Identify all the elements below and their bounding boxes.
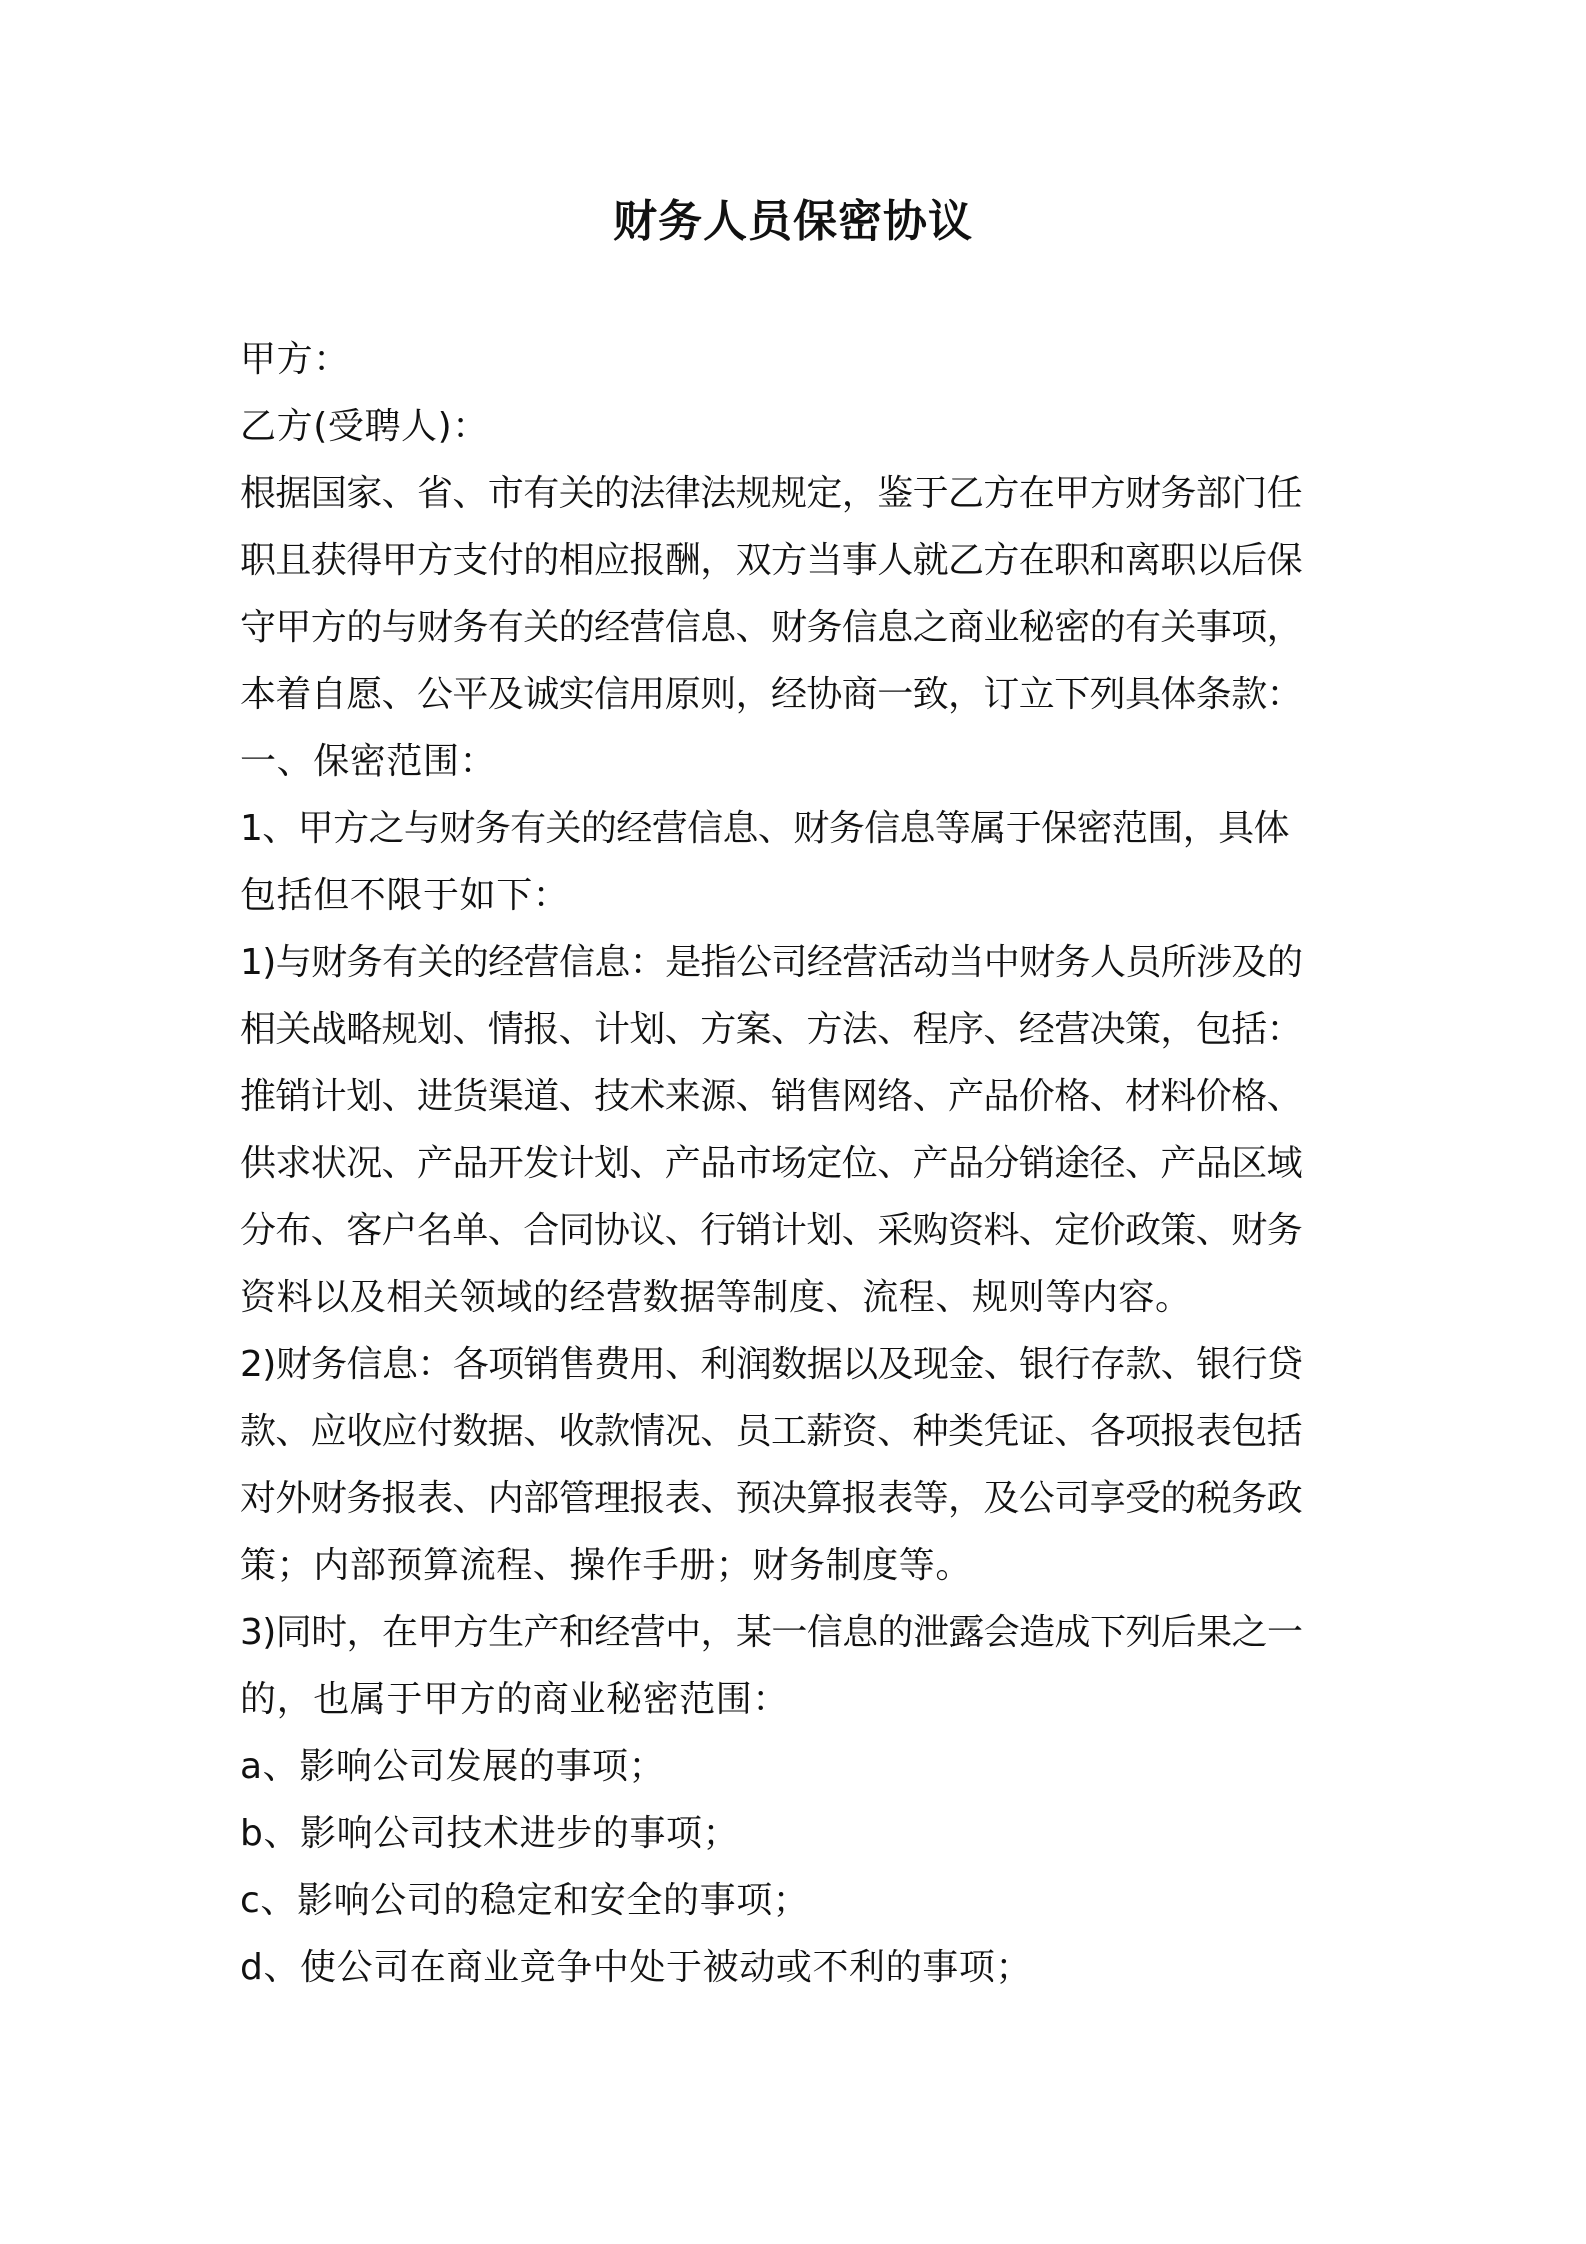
preamble-line: 职且获得甲方支付的相应报酬，双方当事人就乙方在职和离职以后保 <box>240 540 1303 581</box>
document-body <box>240 326 1360 2001</box>
list-item: a、影响公司发展的事项； <box>240 1746 666 1787</box>
clause-line: 推销计划、进货渠道、技术来源、销售网络、产品价格、材料价格、 <box>240 1076 1303 1117</box>
party-a-line: 甲方： <box>240 339 350 380</box>
clause-line: 策；内部预算流程、操作手册；财务制度等。 <box>240 1545 973 1586</box>
list-item: c、影响公司的稳定和安全的事项； <box>240 1880 810 1921</box>
list-item: d、使公司在商业竞争中处于被动或不利的事项； <box>240 1947 1033 1988</box>
clause-line: 1、甲方之与财务有关的经营信息、财务信息等属于保密范围，具体 <box>240 808 1289 849</box>
clause-line: 款、应收应付数据、收款情况、员工薪资、种类凭证、各项报表包括 <box>240 1411 1303 1452</box>
clause-line: 相关战略规划、情报、计划、方案、方法、程序、经营决策，包括： <box>240 1009 1303 1050</box>
clause-line: 资料以及相关领域的经营数据等制度、流程、规则等内容。 <box>240 1277 1192 1318</box>
clause-line: 分布、客户名单、合同协议、行销计划、采购资料、定价政策、财务 <box>240 1210 1303 1251</box>
clause-line: 的，也属于甲方的商业秘密范围： <box>240 1679 790 1720</box>
clause-line: 供求状况、产品开发计划、产品市场定位、产品分销途径、产品区域 <box>240 1143 1303 1184</box>
clause-line: 对外财务报表、内部管理报表、预决算报表等，及公司享受的税务政 <box>240 1478 1303 1519</box>
document-title: 财务人员保密协议 <box>613 196 973 247</box>
clause-line: 包括但不限于如下： <box>240 875 570 916</box>
clause-line: 1)与财务有关的经营信息：是指公司经营活动当中财务人员所涉及的 <box>240 942 1303 983</box>
list-item: b、影响公司技术进步的事项； <box>240 1813 740 1854</box>
party-b-line: 乙方(受聘人)： <box>240 406 489 447</box>
clause-line: 2)财务信息：各项销售费用、利润数据以及现金、银行存款、银行贷 <box>240 1344 1303 1385</box>
preamble-line: 本着自愿、公平及诚实信用原则，经协商一致，订立下列具体条款： <box>240 674 1303 715</box>
clause-line: 3)同时，在甲方生产和经营中，某一信息的泄露会造成下列后果之一 <box>240 1612 1303 1653</box>
preamble-line: 守甲方的与财务有关的经营信息、财务信息之商业秘密的有关事项， <box>240 607 1303 648</box>
preamble-line: 根据国家、省、市有关的法律法规规定，鉴于乙方在甲方财务部门任 <box>240 473 1303 514</box>
section-heading: 一、保密范围： <box>240 741 497 782</box>
